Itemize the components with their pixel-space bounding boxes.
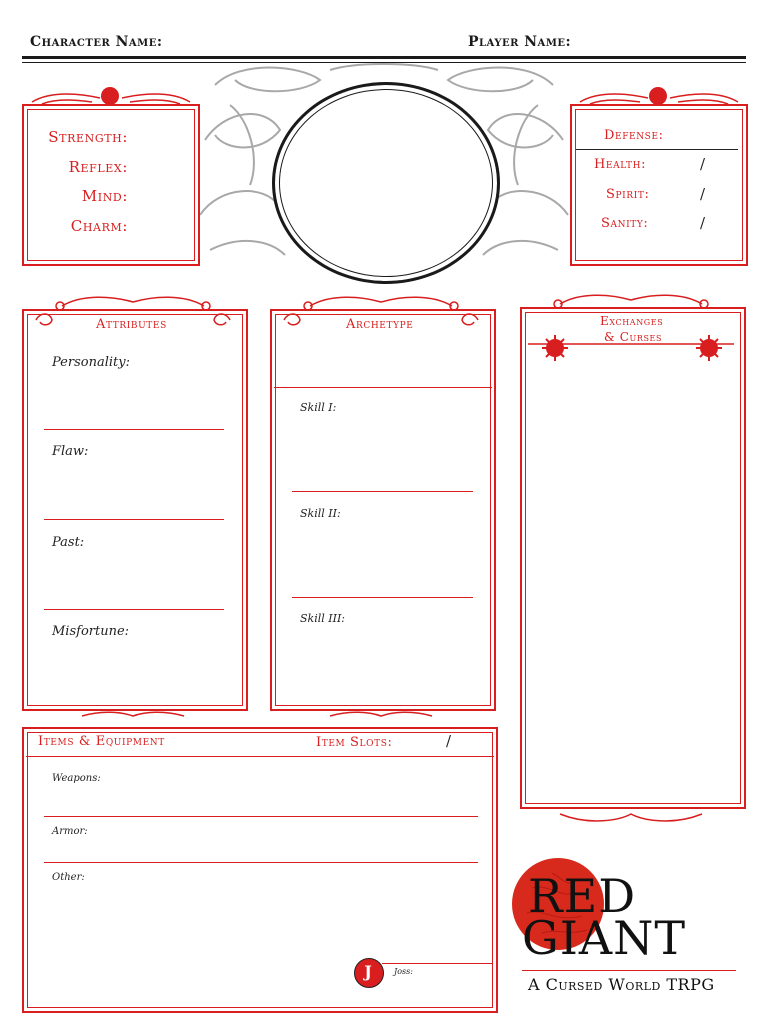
character-name-label: Character Name: [30, 34, 163, 50]
joss-line[interactable] [382, 963, 492, 964]
misfortune-label: Misfortune: [52, 624, 130, 639]
flaw-line[interactable] [44, 519, 224, 520]
health-label: Health: [594, 157, 647, 172]
skill2-label: Skill II: [300, 507, 341, 520]
items-panel [22, 727, 498, 1013]
skill1-line[interactable] [292, 491, 473, 492]
stats-right-ornament [570, 86, 768, 116]
logo-red-text: RED [528, 869, 637, 923]
joss-label: Joss: [394, 967, 413, 976]
exchanges-panel [520, 307, 746, 809]
exchanges-title-line2: & Curses [604, 330, 663, 344]
items-title: Items & Equipment [38, 734, 165, 749]
exchanges-bottom-ornament [520, 806, 750, 830]
archetype-name-line[interactable] [274, 387, 492, 388]
other-label: Other: [52, 872, 85, 883]
skill2-line[interactable] [292, 597, 473, 598]
charm-label: Charm: [70, 217, 128, 235]
strength-label: Strength: [48, 128, 128, 146]
spirit-slash: / [700, 185, 706, 203]
attributes-bottom-ornament [22, 708, 252, 724]
logo-rule [522, 970, 736, 971]
logo-giant-text: GIANT [522, 911, 687, 965]
skill1-label: Skill I: [300, 401, 337, 414]
item-slots-label: Item Slots: [316, 735, 393, 750]
past-label: Past: [52, 535, 85, 550]
armor-label: Armor: [52, 826, 88, 837]
reflex-label: Reflex: [68, 158, 128, 176]
joss-coin-glyph: J [364, 962, 372, 981]
attributes-title: Attributes [96, 317, 167, 332]
past-line[interactable] [44, 609, 224, 610]
defense-rule [576, 149, 738, 150]
defense-label: Defense: [604, 128, 664, 143]
armor-line[interactable] [44, 862, 478, 863]
items-header-rule [26, 756, 494, 757]
player-name-label: Player Name: [468, 34, 572, 50]
mind-label: Mind: [81, 187, 128, 205]
personality-label: Personality: [52, 355, 130, 370]
weapons-label: Weapons: [52, 773, 101, 784]
archetype-bottom-ornament [270, 708, 500, 724]
skill3-label: Skill III: [300, 612, 345, 625]
portrait-frame[interactable] [272, 82, 500, 284]
logo-tagline: A Cursed World TRPG [528, 975, 715, 994]
sanity-slash: / [700, 214, 706, 232]
item-slots-slash: / [446, 732, 452, 750]
flaw-label: Flaw: [52, 444, 89, 459]
exchanges-title-line1: Exchanges [600, 314, 664, 328]
personality-line[interactable] [44, 429, 224, 430]
stats-left-ornament [22, 86, 222, 116]
weapons-line[interactable] [44, 816, 478, 817]
sanity-label: Sanity: [601, 216, 649, 231]
archetype-title: Archetype [346, 317, 414, 332]
health-slash: / [700, 155, 706, 173]
spirit-label: Spirit: [606, 187, 650, 202]
